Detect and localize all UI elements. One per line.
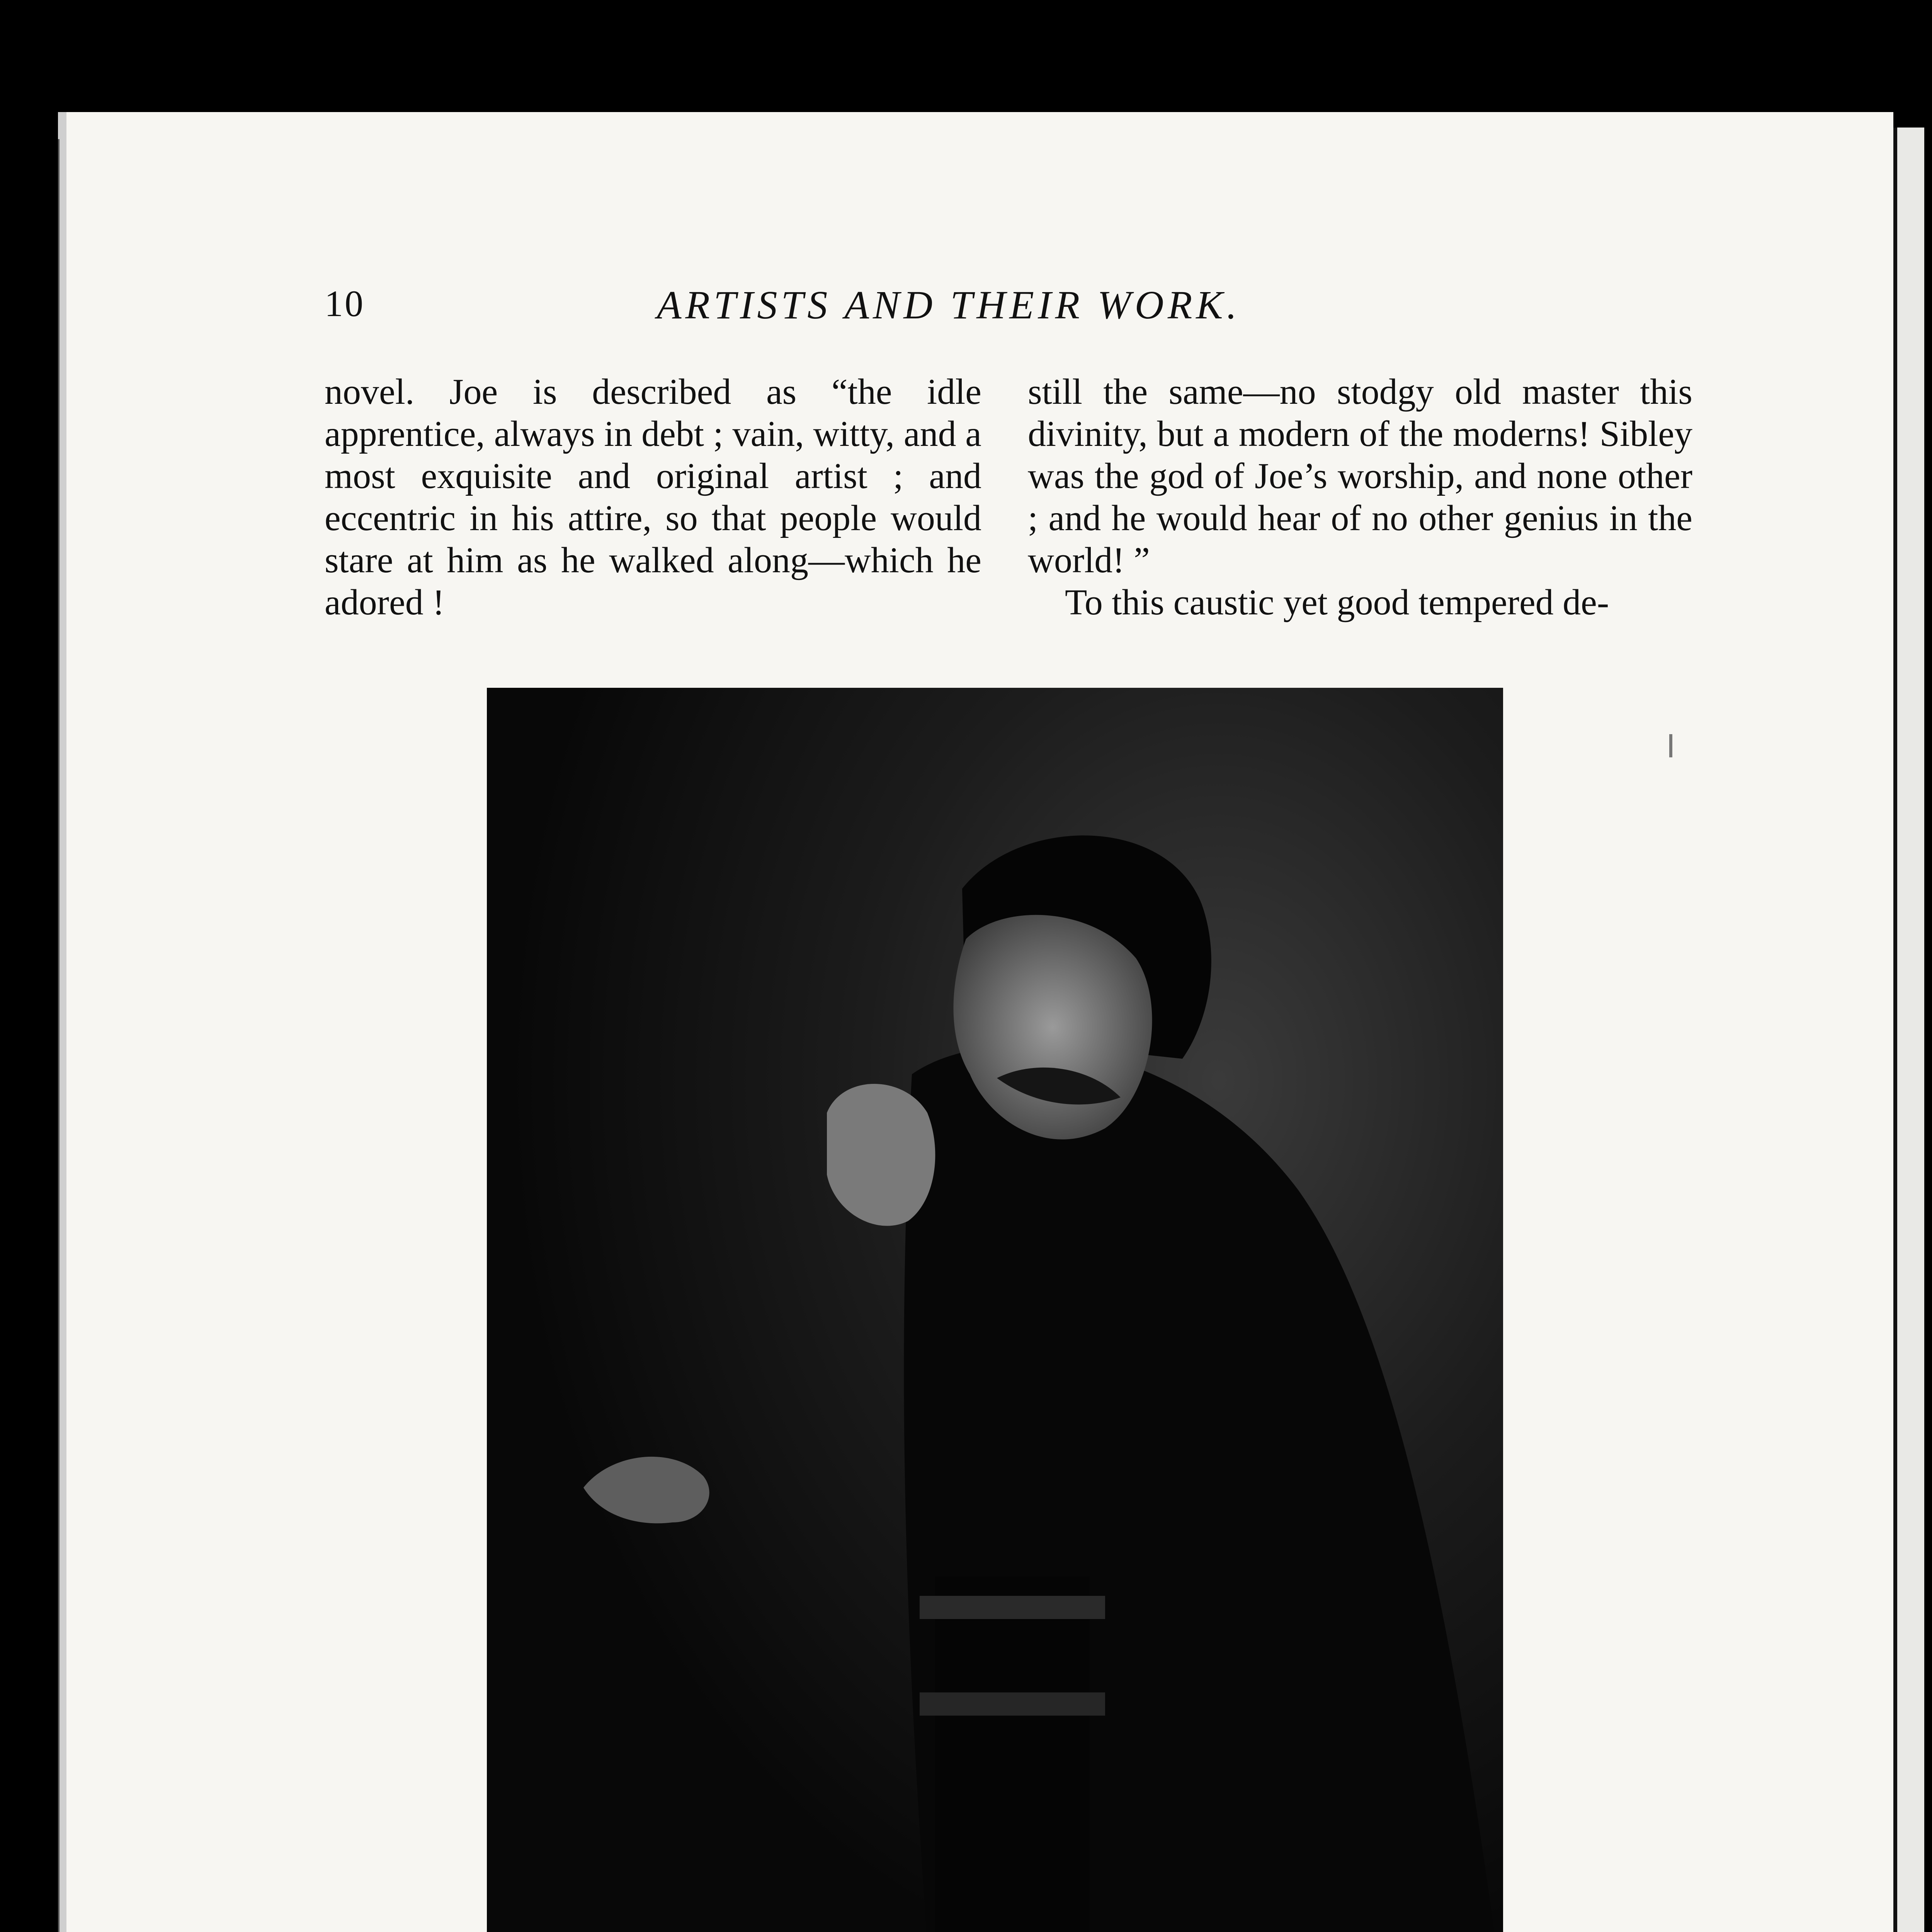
next-page-edge — [1893, 128, 1924, 1932]
running-title: ARTISTS AND THEIR WORK. — [657, 283, 1241, 327]
gutter-line — [58, 139, 60, 1932]
portrait-figure — [487, 688, 1503, 1932]
paragraph: To this caustic yet good tempered de- — [1065, 582, 1609, 622]
page-number: 10 — [325, 283, 365, 324]
column-top-right — [1028, 371, 1692, 624]
column-top-left — [325, 371, 981, 624]
paragraph: still the same—no stodgy old master this divinity, but a modern of the moderns! Sibley was the god of Joe’s worship, and none other ; and he would hear of no other genius in the world! ” — [1028, 372, 1692, 580]
paragraph: novel. Joe is described as “the idle apprentice, always in debt ; vain, witty, and a most exquisite and original artist ; and eccentric in his attire, so that people would stare at him as he walked along—which he adored ! — [325, 372, 981, 622]
page-header — [325, 282, 1692, 336]
margin-mark — [1669, 734, 1672, 757]
portrait-photograph — [487, 688, 1503, 1932]
